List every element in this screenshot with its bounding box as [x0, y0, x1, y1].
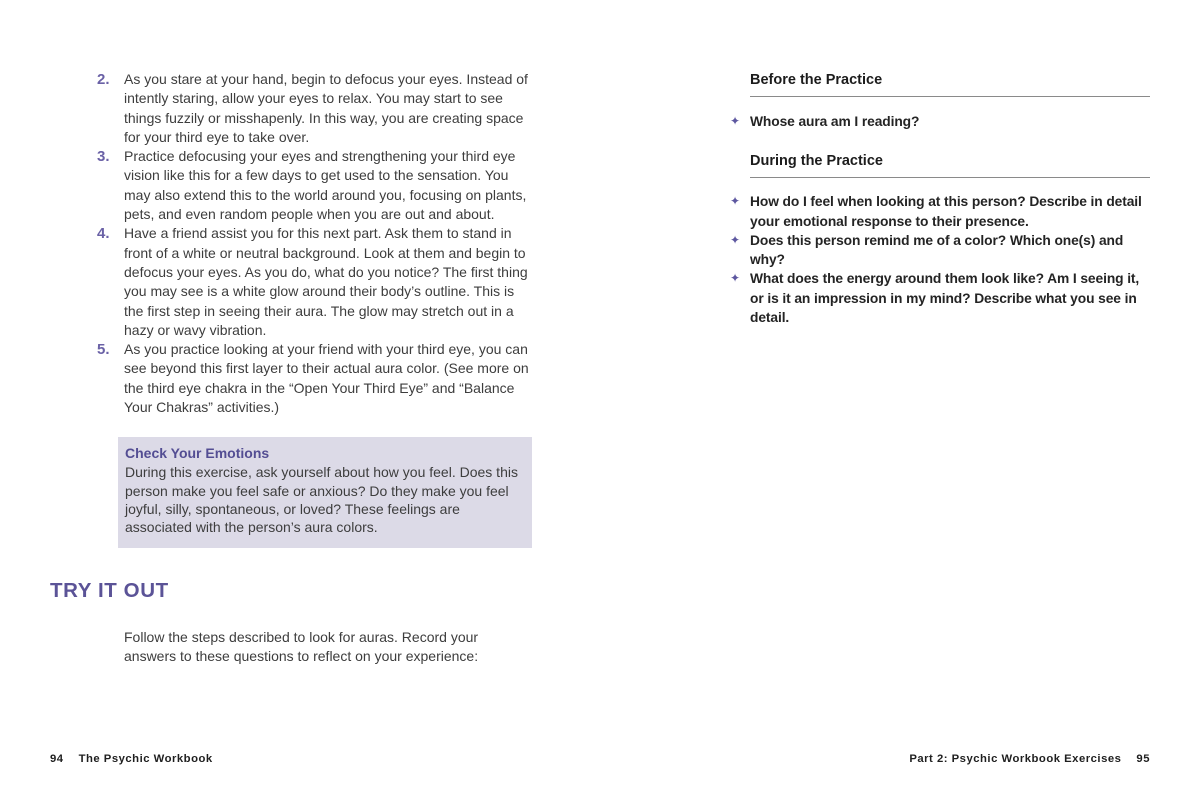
callout-title: Check Your Emotions — [125, 445, 270, 462]
list-item — [50, 70, 532, 147]
section-rule — [750, 177, 1150, 178]
bullet-text: Whose aura am I reading? — [750, 114, 920, 129]
bullet-text: What does the energy around them look like? Am I seeing it, or is it an impression in my mind? Describe what you see in detail. — [750, 271, 1140, 326]
right-page — [730, 71, 1151, 327]
star-bullet-icon: ✦ — [730, 194, 741, 209]
step-number: 3. — [97, 148, 110, 166]
section-heading-try-it-out: TRY IT OUT — [50, 578, 169, 602]
right-page-footer — [909, 753, 1150, 765]
list-item — [50, 224, 532, 340]
callout-box — [118, 437, 532, 547]
left-page-footer — [50, 753, 213, 765]
subsection-heading-before: Before the Practice — [750, 72, 883, 88]
bullet-text: Does this person remind me of a color? Which one(s) and why? — [750, 232, 1124, 268]
list-item — [730, 269, 1151, 327]
bullet-list-before — [730, 112, 1151, 131]
step-number: 5. — [97, 341, 110, 359]
book-title: The Psychic Workbook — [78, 753, 213, 765]
bullet-list-during — [730, 192, 1151, 327]
list-item — [730, 231, 1151, 270]
step-text: As you practice looking at your friend with your third eye, you can see beyond this first layer to their actual aura color. (See more on the third eye chakra in the “Open Your Third Eye” and “Balance Your Chakras” activities.) — [124, 341, 529, 416]
intro-paragraph: Follow the steps described to look for auras. Record your answers to these questions to reflect on your experience: — [124, 628, 479, 664]
list-item — [730, 112, 1151, 131]
star-bullet-icon: ✦ — [730, 232, 741, 247]
section-title: Part 2: Psychic Workbook Exercises — [909, 753, 1122, 765]
bullet-text: How do I feel when looking at this person? Describe in detail your emotional response to their presence. — [750, 194, 1142, 229]
steps-list — [50, 70, 532, 417]
subsection-heading-during: During the Practice — [750, 153, 883, 170]
step-number: 2. — [97, 71, 110, 88]
step-text: As you stare at your hand, begin to defocus your eyes. Instead of intently staring, allow your eyes to relax. You may start to see things fuzzily or misshapenly. In this way, you are creating space for your third eye to take over. — [124, 71, 528, 145]
list-item — [730, 192, 1151, 231]
page-number: 95 — [1136, 753, 1150, 765]
step-text: Have a friend assist you for this next part. Ask them to stand in front of a white or neutral background. Look at them and begin to defocus your eyes. As you do, what do you notice? The first thing you may see is a white glow around their body’s outline. This is the first step in seeing their aura. The glow may stretch out in a hazy or wavy vibration. — [124, 225, 528, 338]
section-rule — [750, 96, 1150, 97]
step-text: Practice defocusing your eyes and strengthening your third eye vision like this for a few days to get used to the sensation. You may also extend this to the world around you, focusing on plants, pets, and even random people when you are out and about. — [124, 148, 527, 223]
list-item — [50, 147, 532, 224]
callout-body: During this exercise, ask yourself about how you feel. Does this person make you feel safe or anxious? Do they make you feel joyful, silly, spontaneous, or loved? These feelings are associated with the person’s aura colors. — [125, 464, 518, 536]
left-page — [50, 70, 532, 666]
list-item — [50, 340, 532, 417]
page-number: 94 — [50, 753, 64, 765]
star-bullet-icon: ✦ — [730, 271, 741, 286]
step-number: 4. — [97, 225, 110, 243]
star-bullet-icon: ✦ — [730, 114, 741, 128]
